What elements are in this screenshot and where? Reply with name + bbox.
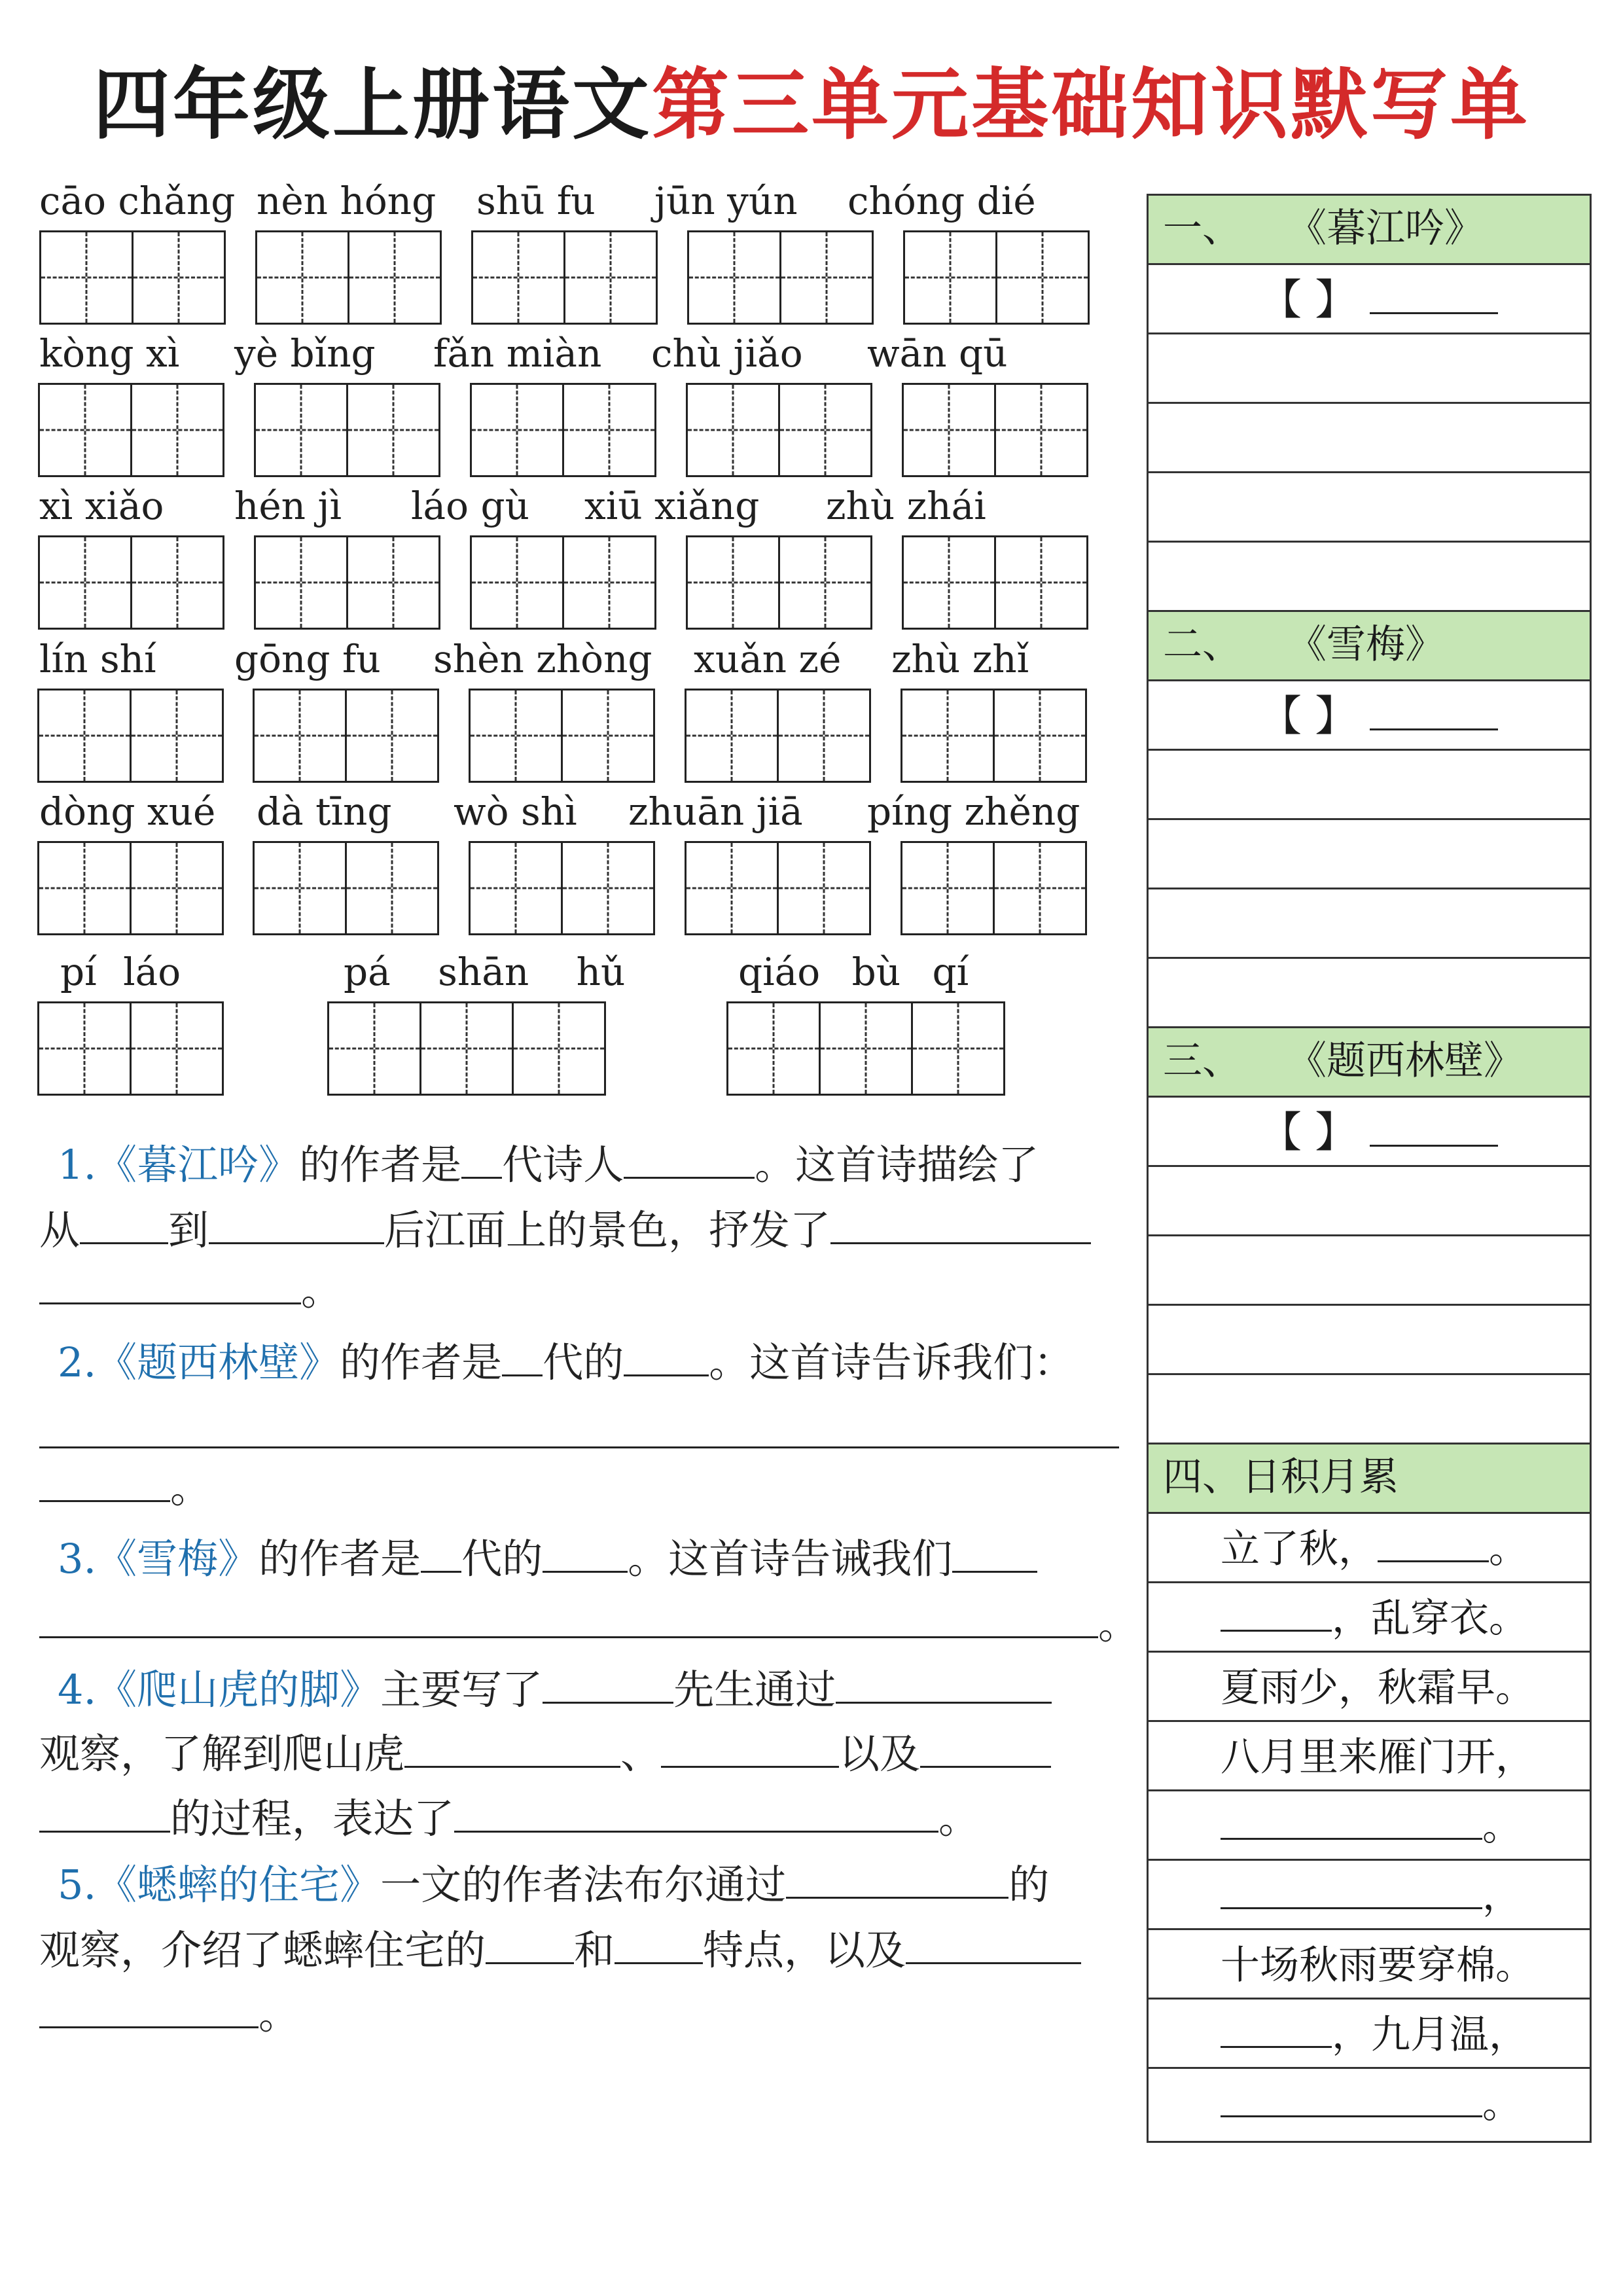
writing-row[interactable] <box>1149 1098 1590 1167</box>
question-number: 4. <box>58 1666 97 1713</box>
recitation-panel <box>1147 194 1592 2143</box>
book-title: 《暮江吟》 <box>96 1141 300 1189</box>
answer-blank[interactable] <box>906 1923 1081 1964</box>
question-text: 观察，介绍了蟋蟀住宅的 <box>39 1926 486 1974</box>
section-number: 一、 <box>1163 206 1241 251</box>
question-text: 的过程，表达了 <box>170 1795 455 1842</box>
verse-row <box>1149 1583 1590 1653</box>
question-1-line-2 <box>39 1203 1091 1257</box>
question-1-line-1 <box>58 1138 1039 1191</box>
answer-blank[interactable] <box>1221 1593 1332 1632</box>
answer-blank[interactable] <box>1221 2079 1482 2117</box>
writing-grid[interactable] <box>469 689 655 783</box>
section-number: 三、 <box>1163 1038 1241 1084</box>
writing-row[interactable] <box>1149 959 1590 1028</box>
answer-blank[interactable] <box>624 1335 709 1376</box>
question-text: 从 <box>39 1206 80 1254</box>
pinyin-label: qiáo bù qí <box>738 950 969 994</box>
section-header <box>1149 1444 1590 1514</box>
question-text: 代诗人 <box>502 1141 624 1189</box>
pinyin-label: xì xiǎo <box>39 484 164 528</box>
title-bracket: 【 】 <box>1260 1109 1357 1157</box>
answer-blank[interactable] <box>39 1597 1098 1638</box>
verse-row <box>1149 2069 1590 2141</box>
question-text: 。 <box>1098 1600 1139 1648</box>
pinyin-label: nèn hóng <box>257 179 437 223</box>
section-header <box>1149 196 1590 265</box>
writing-grid[interactable] <box>38 383 224 477</box>
writing-row[interactable] <box>1149 1306 1590 1375</box>
question-text: 、 <box>620 1730 662 1778</box>
writing-grid[interactable] <box>470 535 656 630</box>
pinyin-label: gōng fu <box>234 637 381 681</box>
pinyin-label: shū fu <box>476 179 596 223</box>
pinyin-label: wò shì <box>454 789 577 834</box>
writing-grid[interactable] <box>901 841 1087 935</box>
question-text: 。 <box>259 1990 300 2038</box>
book-title: 《题西林壁》 <box>96 1338 340 1386</box>
writing-grid[interactable] <box>685 689 871 783</box>
writing-row[interactable] <box>1149 889 1590 959</box>
pinyin-label: wān qū <box>867 331 1008 376</box>
answer-blank[interactable] <box>209 1203 384 1244</box>
pinyin-label: fǎn miàn <box>433 331 602 376</box>
pinyin-label: yè bǐng <box>234 331 376 376</box>
pinyin-label: jūn yún <box>654 179 798 223</box>
verse-text: 十场秋雨要穿棉。 <box>1221 1943 1535 1988</box>
question-text: 的作者是 <box>299 1141 462 1189</box>
question-1-line-3 <box>39 1263 342 1317</box>
question-text: 先生通过 <box>673 1666 836 1713</box>
pinyin-label: xuǎn zé <box>694 637 842 681</box>
answer-blank[interactable] <box>39 1987 259 2028</box>
question-text: 的作者是 <box>340 1338 503 1386</box>
answer-blank[interactable] <box>952 1532 1037 1573</box>
writing-grid[interactable] <box>686 535 872 630</box>
question-text: 代的 <box>461 1535 543 1583</box>
writing-grid[interactable] <box>253 841 439 935</box>
writing-grid[interactable] <box>726 1001 1005 1096</box>
writing-row[interactable] <box>1149 404 1590 473</box>
question-text: 后江面上的景色，抒发了 <box>384 1206 831 1254</box>
writing-grid[interactable] <box>901 689 1087 783</box>
answer-blank[interactable] <box>786 1857 1008 1899</box>
writing-grid[interactable] <box>471 230 658 325</box>
question-text: 。这首诗告诉我们： <box>709 1338 1075 1386</box>
writing-grid[interactable] <box>903 230 1090 325</box>
question-text: 。 <box>938 1795 980 1842</box>
answer-blank[interactable] <box>461 1138 502 1179</box>
writing-row[interactable] <box>1149 820 1590 889</box>
title-red: 第三单元基础知识默写单 <box>652 60 1531 150</box>
question-5-line-1 <box>58 1857 1049 1911</box>
writing-grid[interactable] <box>38 535 224 630</box>
title-bracket: 【 】 <box>1260 692 1357 741</box>
question-text: 以及 <box>839 1730 921 1778</box>
section-title: 《题西林壁》 <box>1287 1038 1523 1084</box>
pinyin-label: shèn zhòng <box>433 637 652 681</box>
writing-grid[interactable] <box>253 689 439 783</box>
writing-grid[interactable] <box>687 230 874 325</box>
answer-blank[interactable] <box>1221 2009 1332 2048</box>
writing-grid[interactable] <box>37 1001 224 1096</box>
verse-text: ， <box>1482 1873 1522 1919</box>
verse-text: 夏雨少，秋霜早。 <box>1221 1665 1535 1711</box>
pinyin-label: dà tīng <box>257 789 392 834</box>
question-text: 的作者是 <box>259 1535 421 1583</box>
answer-blank[interactable] <box>1221 1801 1482 1840</box>
verse-row <box>1149 1514 1590 1583</box>
verse-text: 。 <box>1482 2081 1522 2127</box>
question-text: 。这首诗描绘了 <box>755 1141 1039 1189</box>
pinyin-label: zhuān jiā <box>628 789 803 834</box>
writing-grid[interactable] <box>254 535 440 630</box>
pinyin-label: kòng xì <box>39 331 180 376</box>
question-text: 特点，以及 <box>703 1926 906 1974</box>
verse-row <box>1149 2000 1590 2069</box>
answer-blank[interactable] <box>404 1727 620 1768</box>
verse-text: 。 <box>1489 1526 1528 1572</box>
verse-text: 立了秋， <box>1221 1526 1378 1572</box>
pinyin-label: pí láo <box>60 950 181 994</box>
question-text: 。这首诗告诫我们 <box>628 1535 953 1583</box>
section-title: 《暮江吟》 <box>1287 206 1484 251</box>
pinyin-label: chóng dié <box>847 179 1036 223</box>
question-4-line-1 <box>58 1662 1052 1716</box>
answer-blank[interactable] <box>454 1791 938 1833</box>
question-text: 主要写了 <box>380 1666 543 1713</box>
pinyin-label: zhù zhái <box>826 484 986 528</box>
section-title: 四、日积月累 <box>1163 1454 1399 1500</box>
answer-blank[interactable] <box>615 1923 703 1964</box>
question-text: 的 <box>1008 1861 1050 1909</box>
answer-blank[interactable] <box>1370 276 1498 314</box>
pinyin-label: pá shān hǔ <box>344 950 626 994</box>
pinyin-label: hén jì <box>234 484 342 528</box>
writing-row[interactable] <box>1149 543 1590 612</box>
question-text: 。 <box>170 1464 211 1512</box>
title-black: 四年级上册语文 <box>92 60 652 150</box>
question-2-line-1 <box>58 1335 1074 1389</box>
answer-blank[interactable] <box>661 1727 839 1768</box>
writing-grid[interactable] <box>37 689 224 783</box>
writing-grid[interactable] <box>470 383 656 477</box>
writing-row[interactable] <box>1149 1167 1590 1236</box>
verse-row <box>1149 1791 1590 1861</box>
question-number: 2. <box>58 1338 97 1386</box>
verse-text: ，乱穿衣。 <box>1332 1596 1528 1641</box>
pinyin-label: dòng xué <box>39 789 216 834</box>
writing-row[interactable] <box>1149 334 1590 404</box>
book-title: 《雪梅》 <box>96 1535 259 1583</box>
answer-blank[interactable] <box>1221 1871 1482 1909</box>
answer-blank[interactable] <box>39 1263 301 1304</box>
section-number: 二、 <box>1163 622 1241 668</box>
answer-blank[interactable] <box>39 1791 170 1833</box>
answer-blank[interactable] <box>830 1203 1091 1244</box>
writing-row[interactable] <box>1149 1375 1590 1444</box>
writing-row[interactable] <box>1149 1236 1590 1306</box>
writing-grid[interactable] <box>39 230 226 325</box>
question-5-line-3 <box>39 1987 299 2041</box>
book-title: 《爬山虎的脚》 <box>96 1666 381 1713</box>
title-bracket: 【 】 <box>1260 276 1357 325</box>
writing-row[interactable] <box>1149 681 1590 751</box>
writing-grid[interactable] <box>255 230 442 325</box>
question-number: 1. <box>58 1141 97 1189</box>
answer-blank[interactable] <box>486 1923 574 1964</box>
answer-blank[interactable] <box>421 1532 461 1573</box>
answer-line[interactable] <box>39 1446 1119 1448</box>
pinyin-label: lín shí <box>39 637 156 681</box>
section-header <box>1149 612 1590 681</box>
question-text: 观察，了解到爬山虎 <box>39 1730 405 1778</box>
verse-text: 八月里来雁门开， <box>1221 1734 1535 1780</box>
writing-grid[interactable] <box>686 383 872 477</box>
answer-blank[interactable] <box>1378 1524 1489 1562</box>
pinyin-label: láo gù <box>411 484 529 528</box>
answer-blank[interactable] <box>80 1203 168 1244</box>
question-4-line-3 <box>39 1791 979 1845</box>
verse-row <box>1149 1930 1590 2000</box>
verse-row <box>1149 1722 1590 1791</box>
question-3-line-2 <box>39 1597 1139 1651</box>
question-number: 5. <box>58 1861 97 1909</box>
question-text: 代的 <box>543 1338 624 1386</box>
book-title: 《蟋蟀的住宅》 <box>96 1861 381 1909</box>
verse-row <box>1149 1861 1590 1930</box>
writing-grid[interactable] <box>469 841 655 935</box>
writing-grid[interactable] <box>37 841 224 935</box>
question-2-line-3 <box>39 1461 211 1515</box>
question-4-line-2 <box>39 1727 1051 1780</box>
question-text: 。 <box>301 1266 342 1314</box>
verse-text: 。 <box>1482 1804 1522 1850</box>
pinyin-label: píng zhěng <box>867 789 1080 834</box>
answer-blank[interactable] <box>836 1662 1052 1704</box>
writing-row[interactable] <box>1149 265 1590 334</box>
pinyin-label: zhù zhǐ <box>891 637 1029 681</box>
writing-row[interactable] <box>1149 751 1590 820</box>
section-title: 《雪梅》 <box>1287 622 1444 668</box>
answer-blank[interactable] <box>543 1662 673 1704</box>
writing-grid[interactable] <box>902 535 1088 630</box>
writing-grid[interactable] <box>685 841 871 935</box>
answer-blank[interactable] <box>920 1727 1051 1768</box>
writing-grid[interactable] <box>254 383 440 477</box>
page-title <box>0 56 1623 154</box>
pinyin-label: cāo chǎng <box>39 179 236 223</box>
question-5-line-2 <box>39 1923 1081 1977</box>
answer-blank[interactable] <box>543 1532 628 1573</box>
writing-grid[interactable] <box>327 1001 606 1096</box>
question-text: 和 <box>574 1926 615 1974</box>
question-text: 一文的作者法布尔通过 <box>380 1861 787 1909</box>
writing-grid[interactable] <box>902 383 1088 477</box>
verse-text: ，九月温， <box>1332 2012 1528 2058</box>
verse-row <box>1149 1653 1590 1722</box>
question-3-line-1 <box>58 1532 1037 1585</box>
answer-blank[interactable] <box>1370 692 1498 730</box>
question-number: 3. <box>58 1535 97 1583</box>
question-text: 到 <box>168 1206 209 1254</box>
answer-blank[interactable] <box>1370 1108 1498 1147</box>
pinyin-label: xiū xiǎng <box>584 484 760 528</box>
writing-row[interactable] <box>1149 473 1590 543</box>
section-header <box>1149 1028 1590 1098</box>
pinyin-label: chù jiǎo <box>651 331 803 376</box>
answer-blank[interactable] <box>502 1335 543 1376</box>
answer-blank[interactable] <box>39 1461 170 1502</box>
answer-blank[interactable] <box>624 1138 755 1179</box>
